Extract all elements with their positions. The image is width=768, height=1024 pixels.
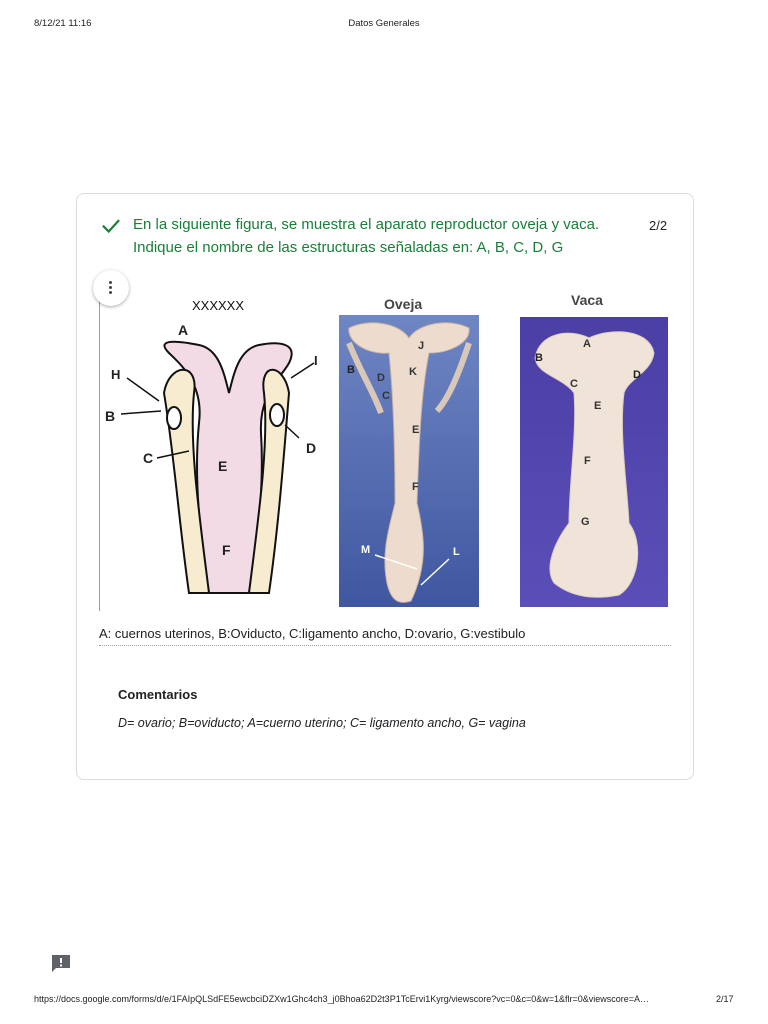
print-url: https://docs.google.com/forms/d/e/1FAIpQLSdFE5ewcbciDZXw1Ghc4ch3_j0Bhoa62D2t3P1TcErvi1Kyrg/viewscore?vc=0&c=0&w=1&flr=0&viewscore=A… (34, 994, 650, 1004)
comments-title: Comentarios (118, 687, 198, 702)
cow-label-b: B (535, 352, 543, 364)
cow-photo (520, 292, 668, 607)
sheep-photo (339, 296, 479, 607)
cow-title: Vaca (571, 292, 603, 308)
print-datetime: 8/12/21 11:16 (34, 18, 92, 29)
check-icon (100, 215, 122, 237)
sheep-label-j: J (418, 340, 425, 352)
sheep-label-f: F (412, 481, 419, 493)
cow-label-a: A (583, 338, 591, 350)
more-vert-icon (109, 281, 112, 284)
question-image (99, 283, 671, 611)
sheep-label-m: M (361, 544, 371, 556)
cow-label-f: F (584, 455, 591, 467)
drawing-label-b: B (105, 408, 116, 424)
sheep-title: Oveja (384, 296, 423, 312)
reproductive-tract-figure (99, 283, 671, 611)
cow-label-g: G (581, 516, 590, 528)
drawing-label-h: H (111, 367, 121, 382)
drawing-label-f: F (222, 542, 231, 558)
drawing-label-i: I (314, 353, 318, 368)
feedback-icon[interactable] (50, 953, 72, 973)
sheep-label-b: B (347, 364, 355, 376)
drawing-label-d: D (306, 440, 317, 456)
cow-label-d: D (633, 369, 641, 381)
question-text: En la siguiente figura, se muestra el aparato reproductor oveja y vaca. Indique el nombre de las estructuras señaladas en: A, B, C, D, G (133, 216, 600, 256)
more-vert-dot (109, 291, 112, 294)
drawing-label-a: A (178, 322, 189, 338)
image-menu-button[interactable] (93, 270, 129, 306)
more-vert-dot (109, 286, 112, 289)
score-badge: 2/2 (649, 218, 668, 233)
sheep-label-k: K (409, 366, 417, 378)
sheep-label-d: D (377, 372, 385, 384)
cow-label-e: E (594, 400, 602, 412)
page-number: 2/17 (716, 994, 734, 1004)
print-title: Datos Generales (348, 18, 420, 29)
response-answer: A: cuernos uterinos, B:Oviducto, C:ligamento ancho, D:ovario, G:vestibulo (99, 626, 671, 646)
sheep-label-e: E (412, 424, 420, 436)
drawing-caption: XXXXXX (192, 298, 245, 313)
uterus-drawing (105, 298, 318, 593)
drawing-label-e: E (218, 458, 228, 474)
drawing-label-c: C (143, 450, 154, 466)
comments-text: D= ovario; B=oviducto; A=cuerno uterino; C= ligamento ancho, G= vagina (118, 716, 526, 730)
sheep-label-l: L (453, 546, 460, 558)
sheep-label-c: C (382, 390, 390, 402)
cow-label-c: C (570, 378, 578, 390)
